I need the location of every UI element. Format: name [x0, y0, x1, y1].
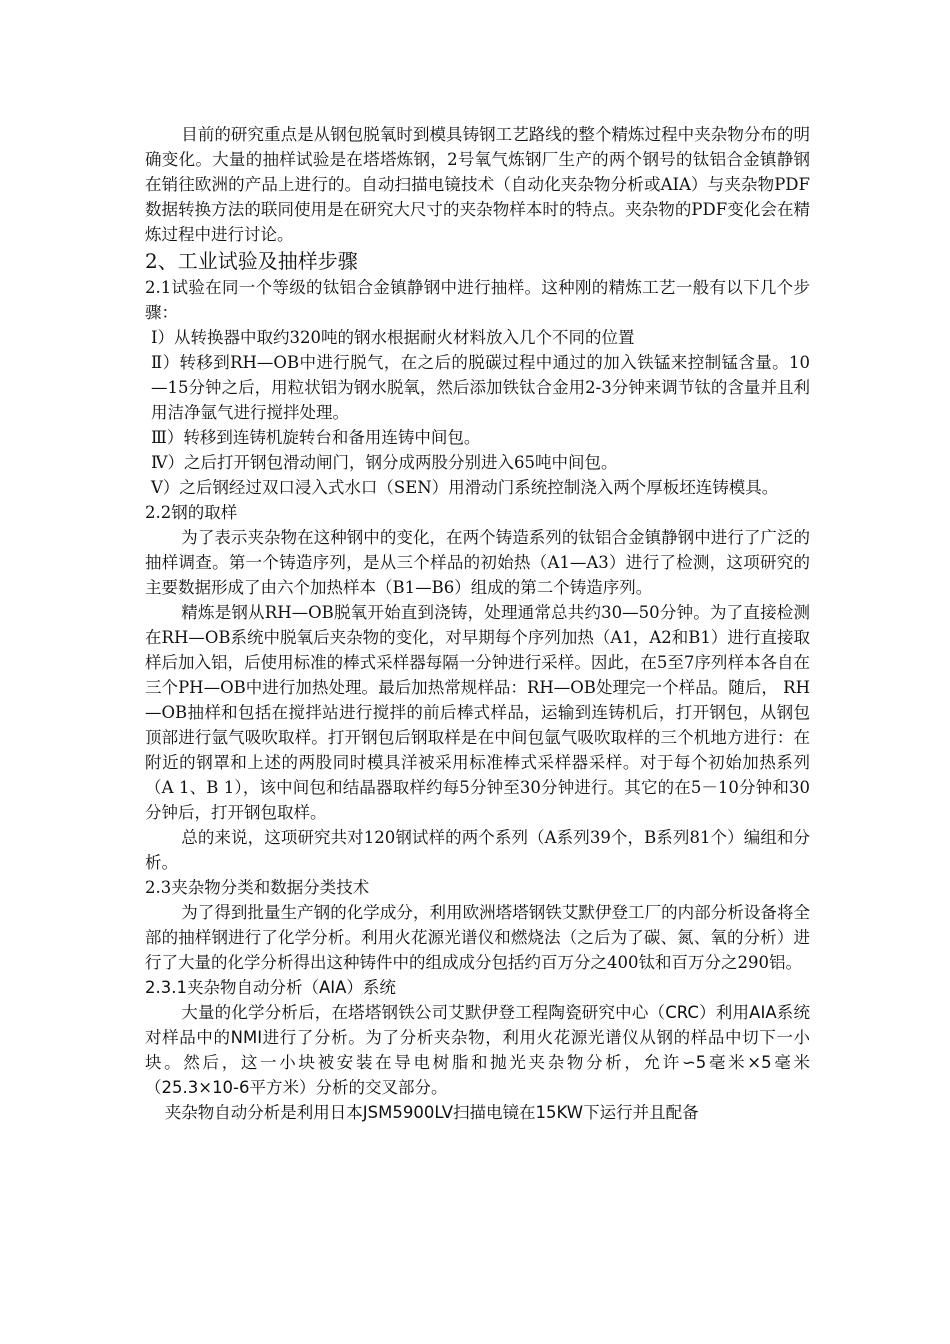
step-2: Ⅱ）转移到RH—OB中进行脱气，在之后的脱碳过程中通过的加入铁锰来控制锰含量。10—15分钟之后，用粒状铝为钢水脱氧，然后添加铁钛合金用2-3分钟来调节钛的含量并且利用洁净氩气进行搅拌处理。 [151, 353, 810, 422]
section-2-3-1-paragraph-2: 夹杂物自动分析是利用日本JSM5900LV扫描电镜在15KW下运行并且配备 [164, 1103, 699, 1122]
step-5: Ⅴ）之后钢经过双口浸入式水口（SEN）用滑动门系统控制浇入两个厚板坯连铸模具。 [151, 478, 779, 497]
section-2-2-heading: 2.2钢的取样 [145, 503, 238, 522]
section-2-3-paragraph-1: 为了得到批量生产钢的化学成分，利用欧洲塔塔钢铁艾默伊登工厂的内部分析设备将全部的抽样钢进行了化学分析。利用火花源光谱仪和燃烧法（之后为了碳、氮、氧的分析）进行了大量的化学分析得出这种铸件中的组成成分包括约百万分之400钛和百万分之290铝。 [145, 903, 810, 972]
intro-paragraph: 目前的研究重点是从钢包脱氧时到模具铸钢工艺路线的整个精炼过程中夹杂物分布的明确变化。大量的抽样试验是在塔塔炼钢，2号氧气炼钢厂生产的两个钢号的钛铝合金镇静钢在销往欧洲的产品上进行的。自动扫描电镜技术（自动化夹杂物分析或AIA）与夹杂物PDF数据转换方法的联同使用是在研究大尺寸的夹杂物样本时的特点。夹杂物的PDF变化会在精炼过程中进行讨论。 [145, 125, 810, 244]
section-2-3-heading: 2.3夹杂物分类和数据分类技术 [145, 878, 370, 897]
section-2-2-paragraph-2: 精炼是钢从RH—OB脱氧开始直到浇铸，处理通常总共约30—50分钟。为了直接检测在RH—OB系统中脱氧后夹杂物的变化，对早期每个序列加热（A1，A2和B1）进行直接取样后加入铝，后使用标准的棒式采样器每隔一分钟进行采样。因此，在5至7序列样本各自在三个PH—OB中进行加热处理。最后加热常规样品：RH—OB处理完一个样品。随后， RH—OB抽样和包括在搅拌站进行搅拌的前后棒式样品，运输到连铸机后，打开钢包，从钢包顶部进行氩气吸吹取样。打开钢包后钢取样是在中间包氩气吸吹取样的三个机地方进行：在附近的钢罩和上述的两股同时模具洋被采用标准棒式采样器采样。对于每个初始加热系列（A 1、B 1），该中间包和结晶器取样约每5分钟至30分钟进行。其它的在5－10分钟和30分钟后，打开钢包取样。 [145, 603, 810, 822]
document-page [145, 122, 810, 1125]
section-2-2-paragraph-3: 总的来说，这项研究共对120钢试样的两个系列（A系列39个，B系列81个）编组和分析。 [145, 828, 810, 872]
section-2-3-1-paragraph-1: 大量的化学分析后，在塔塔钢铁公司艾默伊登工程陶瓷研究中心（CRC）利用AIA系统对样品中的NMI进行了分析。为了分析夹杂物，利用火花源光谱仪从钢的样品中切下一小块。然后，这一小块被安装在导电树脂和抛光夹杂物分析，允许∽5毫米×5毫米（25.3×10-6平方米）分析的交叉部分。 [145, 1003, 810, 1097]
step-3: Ⅲ）转移到连铸机旋转台和备用连铸中间包。 [151, 428, 481, 447]
step-4: Ⅳ）之后打开钢包滑动闸门，钢分成两股分别进入65吨中间包。 [151, 453, 618, 472]
section-2-2-paragraph-1: 为了表示夹杂物在这种钢中的变化，在两个铸造系列的钛铝合金镇静钢中进行了广泛的抽样调查。第一个铸造序列，是从三个样品的初始热（A1—A3）进行了检测，这项研究的主要数据形成了由六个加热样本（B1—B6）组成的第二个铸造序列。 [145, 528, 810, 597]
section-2-heading: 2、工业试验及抽样步骤 [145, 249, 358, 273]
section-2-1-paragraph: 2.1试验在同一个等级的钛铝合金镇静钢中进行抽样。这种刚的精炼工艺一般有以下几个步骤： [145, 278, 810, 322]
section-2-3-1-heading: 2.3.1夹杂物自动分析（AIA）系统 [145, 978, 396, 997]
step-1: Ⅰ）从转换器中取约320吨的钢水根据耐火材料放入几个不同的位置 [151, 328, 635, 347]
